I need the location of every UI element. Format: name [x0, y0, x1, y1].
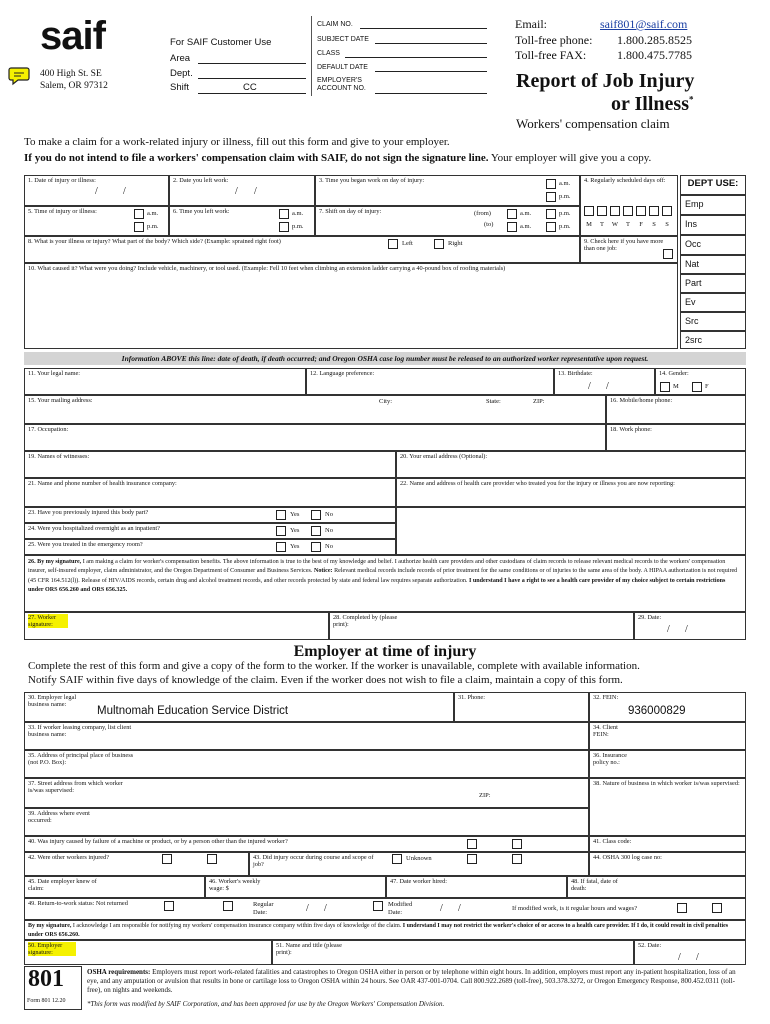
dept-use-nat: Nat [680, 255, 746, 274]
phone-label: Toll-free phone: [515, 33, 593, 47]
f6-pm-checkbox[interactable] [279, 222, 289, 232]
field-10-cause[interactable]: 10. What caused it? What were you doing? Include vehicle, machinery, or tool used. (Example: Fell 10 feet when climbing an extension ladder carrying a 40-pound box of roofing materials) [24, 263, 678, 349]
field-45-employer-knew[interactable]: 45. Date employer knew of claim: [24, 876, 205, 898]
field-5-time-of-injury[interactable]: 5. Time of injury or illness: [24, 206, 169, 236]
field-36-insurance-policy[interactable]: 36. Insurance policy no.: [589, 750, 746, 778]
field-35-principal-address[interactable]: 35. Address of principal place of business (not P.O. Box): [24, 750, 589, 778]
employer-intro-line1: Complete the rest of this form and give a copy of the form to the worker. If the worker is unavailable, complete with available information. [28, 660, 640, 672]
field-15-mailing-address[interactable]: 15. Your mailing address: [24, 395, 606, 424]
field-26-authorization: 26. By my signature, I am making a claim for worker's compensation benefits. The above information is true to the best of my knowledge and belief. I authorize health care providers and other custodians of claim records to release relevant medical records to the workers' compensation insurer, self-insured employer, claim administrator, and the Oregon Department of Consumer and Business Services. Notice: Relevant medical records include records of prior treatment for the same conditions or of injuries to the same area of the body. A HIPAA authorization is not required (45 CFR 164.512(l)). Release of HIV/AIDS records, certain drug and alcohol treatment records, and other records protected by state and federal law requires separate authorization. I understand I have a right to see a health care provider of my choice subject to certain restrictions under ORS 656.260 and ORS 656.325. [24, 555, 746, 612]
intro-line2: If you do not intend to file a workers' compensation claim with SAIF, do not sign the signature line. Your employer will give you a copy. [24, 152, 652, 164]
shift-label: Shift [170, 82, 190, 93]
f6-am-checkbox[interactable] [279, 209, 289, 219]
field-1-date-of-injury[interactable]: 1. Date of injury or illness: [24, 175, 169, 206]
employer-business-name-value: Multnomah Education Service District [97, 705, 289, 717]
email-link[interactable]: saif801@saif.com [600, 17, 688, 31]
employer-intro-line2: Notify SAIF within five days of knowledge of the claim. Even if the worker does not wish to file a claim, maintain a copy of this form. [28, 674, 623, 686]
form-subtitle: Workers' compensation claim [516, 116, 670, 131]
field-50-employer-signature[interactable]: 50. Employer signature: [24, 940, 272, 965]
field-12-language[interactable]: 12. Language preference: [306, 368, 554, 395]
field-33-leasing-client[interactable]: 33. If worker leasing company, list client business name: [24, 722, 589, 750]
field-4-days-off[interactable]: 4. Regularly scheduled days off: [580, 175, 678, 236]
field-16-mobile-phone[interactable]: 16. Mobile/home phone: [606, 395, 746, 424]
saif-logo: saif [40, 14, 105, 58]
dept-use-part: Part [680, 274, 746, 293]
default-date-label: DEFAULT DATE [317, 64, 368, 71]
area-label: Area [170, 53, 191, 64]
field-13-birthdate[interactable]: 13. Birthdate: [554, 368, 655, 395]
form-date: Form 801 12.20 [27, 998, 66, 1004]
dept-use-ins: Ins [680, 215, 746, 235]
field-41-class-code[interactable]: 41. Class code: [589, 836, 746, 852]
field-25-emergency-room[interactable]: 25. Were you treated in the emergency room? [24, 539, 396, 555]
f3-am-checkbox[interactable] [546, 179, 556, 189]
saif-address-line2: Salem, OR 97312 [40, 81, 108, 91]
field-23-previous-injury[interactable]: 23. Have you previously injured this body part? [24, 507, 396, 523]
field-39-event-address[interactable]: 39. Address where event occurred: [24, 808, 589, 836]
intro-line1: To make a claim for a work-related injury or illness, fill out this form and give to your employer. [24, 136, 450, 148]
dept-use-2src: 2src [680, 331, 746, 349]
field-27-worker-signature[interactable]: 27. Worker signature: [24, 612, 329, 640]
employer-section-title: Employer at time of injury [293, 643, 477, 660]
speech-bubble-icon [8, 66, 30, 86]
field-48-date-of-death[interactable]: 48. If fatal, date of death: [567, 876, 746, 898]
field-21-health-insurance[interactable]: 21. Name and phone number of health insurance company: [24, 478, 396, 507]
gender-m-checkbox[interactable] [660, 382, 670, 392]
field-29-date[interactable]: 29. Date: [634, 612, 746, 640]
field-43-course-of-job[interactable]: 43. Did injury occur during course and scope of job? [249, 852, 589, 876]
form-number: 801 [28, 966, 64, 992]
osha-requirements: OSHA requirements: Employers must report work-related fatalities and catastrophes to Oregon OSHA either in person or by telephone within eight hours. In addition, employers must report any in-patient hospitalization, loss of an eye, and any amputation or avulsion that results in bone or cartilage loss to Oregon OSHA within 24 hours. See OAR 437-001-0704. Call 800.922.2689 (toll-free), 503.378.3272, or Oregon Emergency Response, 800.452.0311 (toll-free), on nights and weekends. [87, 968, 736, 995]
field-47-date-hired[interactable]: 47. Date worker hired: [386, 876, 567, 898]
modification-note: *This form was modified by SAIF Corporation, and has been approved for use by the Oregon Workers' Compensation Division. [87, 1000, 445, 1008]
f5-am-checkbox[interactable] [134, 209, 144, 219]
field-49-return-to-work[interactable]: 49. Return-to-work status: Not returned [24, 898, 746, 920]
cc-value: CC [243, 82, 257, 93]
field-6-time-left-work[interactable]: 6. Time you left work: [169, 206, 315, 236]
field-9-multiple-jobs[interactable]: 9. Check here if you have more than one job: [580, 236, 678, 263]
customer-use-title: For SAIF Customer Use [170, 37, 272, 48]
info-release-bar: Information ABOVE this line: date of death, if death occurred; and Oregon OSHA case log number must be released to an authorized worker representative upon request. [24, 352, 746, 365]
field-34-client-fein[interactable]: 34. Client FEIN: [589, 722, 746, 750]
field-20-email[interactable]: 20. Your email address (Optional): [396, 451, 746, 478]
field-38-nature-of-business[interactable]: 38. Nature of business in which worker is/was supervised: [589, 778, 746, 836]
email-label: Email: [515, 17, 547, 31]
f5-pm-checkbox[interactable] [134, 222, 144, 232]
phone-value: 1.800.285.8525 [617, 33, 692, 47]
fein-value: 936000829 [628, 705, 686, 717]
field-37-supervised-address[interactable]: 37. Street address from which worker is/was supervised: [24, 778, 589, 808]
field-40-machine-failure[interactable]: 40. Was injury caused by failure of a machine or product, or by a person other than the injured worker? [24, 836, 589, 852]
dept-use-ev: Ev [680, 293, 746, 312]
fax-label: Toll-free FAX: [515, 48, 587, 62]
field-11-legal-name[interactable]: 11. Your legal name: [24, 368, 306, 395]
field-30-employer-name[interactable]: 30. Employer legal business name: [24, 692, 454, 722]
left-checkbox[interactable] [388, 239, 398, 249]
field-2-date-left-work[interactable]: 2. Date you left work: [169, 175, 315, 206]
field-7-shift[interactable]: 7. Shift on day of injury: [315, 206, 580, 236]
field-51-name-title[interactable]: 51. Name and title (please print): [272, 940, 634, 965]
field-24-hospitalized[interactable]: 24. Were you hospitalized overnight as an inpatient? [24, 523, 396, 539]
dept-use-emp: Emp [680, 195, 746, 215]
dept-use-title: DEPT USE: [680, 175, 746, 195]
form-title-line2: or Illness* [611, 93, 694, 115]
dept-use-occ: Occ [680, 235, 746, 255]
fax-value: 1.800.475.7785 [617, 48, 692, 62]
field-32-fein[interactable]: 32. FEIN: [589, 692, 746, 722]
subject-date-label: SUBJECT DATE [317, 36, 369, 43]
field-14-gender[interactable]: 14. Gender: [655, 368, 746, 395]
field-8-injury-description[interactable]: 8. What is your illness or injury? What part of the body? Which side? (Example: sprained right foot) [24, 236, 580, 263]
field-52-date[interactable]: 52. Date: [634, 940, 746, 965]
field-31-phone[interactable]: 31. Phone: [454, 692, 589, 722]
field-22-health-provider[interactable]: 22. Name and address of health care provider who treated you for the injury or illness you are now reporting: [396, 478, 746, 507]
field-19-witnesses[interactable]: 19. Names of witnesses: [24, 451, 396, 478]
claim-no-label: CLAIM NO. [317, 21, 353, 28]
field-17-occupation[interactable]: 17. Occupation: [24, 424, 606, 451]
field-28-completed-by[interactable]: 28. Completed by (please print): [329, 612, 634, 640]
class-label: CLASS [317, 50, 340, 57]
form-title: Report of Job Injury [516, 70, 695, 92]
f3-pm-checkbox[interactable] [546, 192, 556, 202]
field-3-time-began-work[interactable]: 3. Time you began work on day of injury: [315, 175, 580, 206]
field-18-work-phone[interactable]: 18. Work phone: [606, 424, 746, 451]
field-46-weekly-wage[interactable]: 46. Worker's weekly wage: $ [205, 876, 386, 898]
employers-account-label: EMPLOYER'S ACCOUNT NO. [317, 77, 366, 93]
employer-acknowledgment: By my signature, I acknowledge I am responsible for notifying my workers' compensation insurance company within five days of knowledge of the claim. I understand I may not restrict the worker's choice of or access to a health care provider. If I do, it could result in civil penalties under ORS 656.260. [24, 920, 746, 940]
field-42-other-workers[interactable]: 42. Were other workers injured? [24, 852, 249, 876]
dept-label: Dept. [170, 68, 193, 79]
dept-use-src: Src [680, 312, 746, 331]
right-checkbox[interactable] [434, 239, 444, 249]
field-44-osha-log[interactable]: 44. OSHA 300 log case no: [589, 852, 746, 876]
more-than-one-job-checkbox[interactable] [663, 249, 673, 259]
gender-f-checkbox[interactable] [692, 382, 702, 392]
saif-address-line1: 400 High St. SE [40, 69, 102, 79]
